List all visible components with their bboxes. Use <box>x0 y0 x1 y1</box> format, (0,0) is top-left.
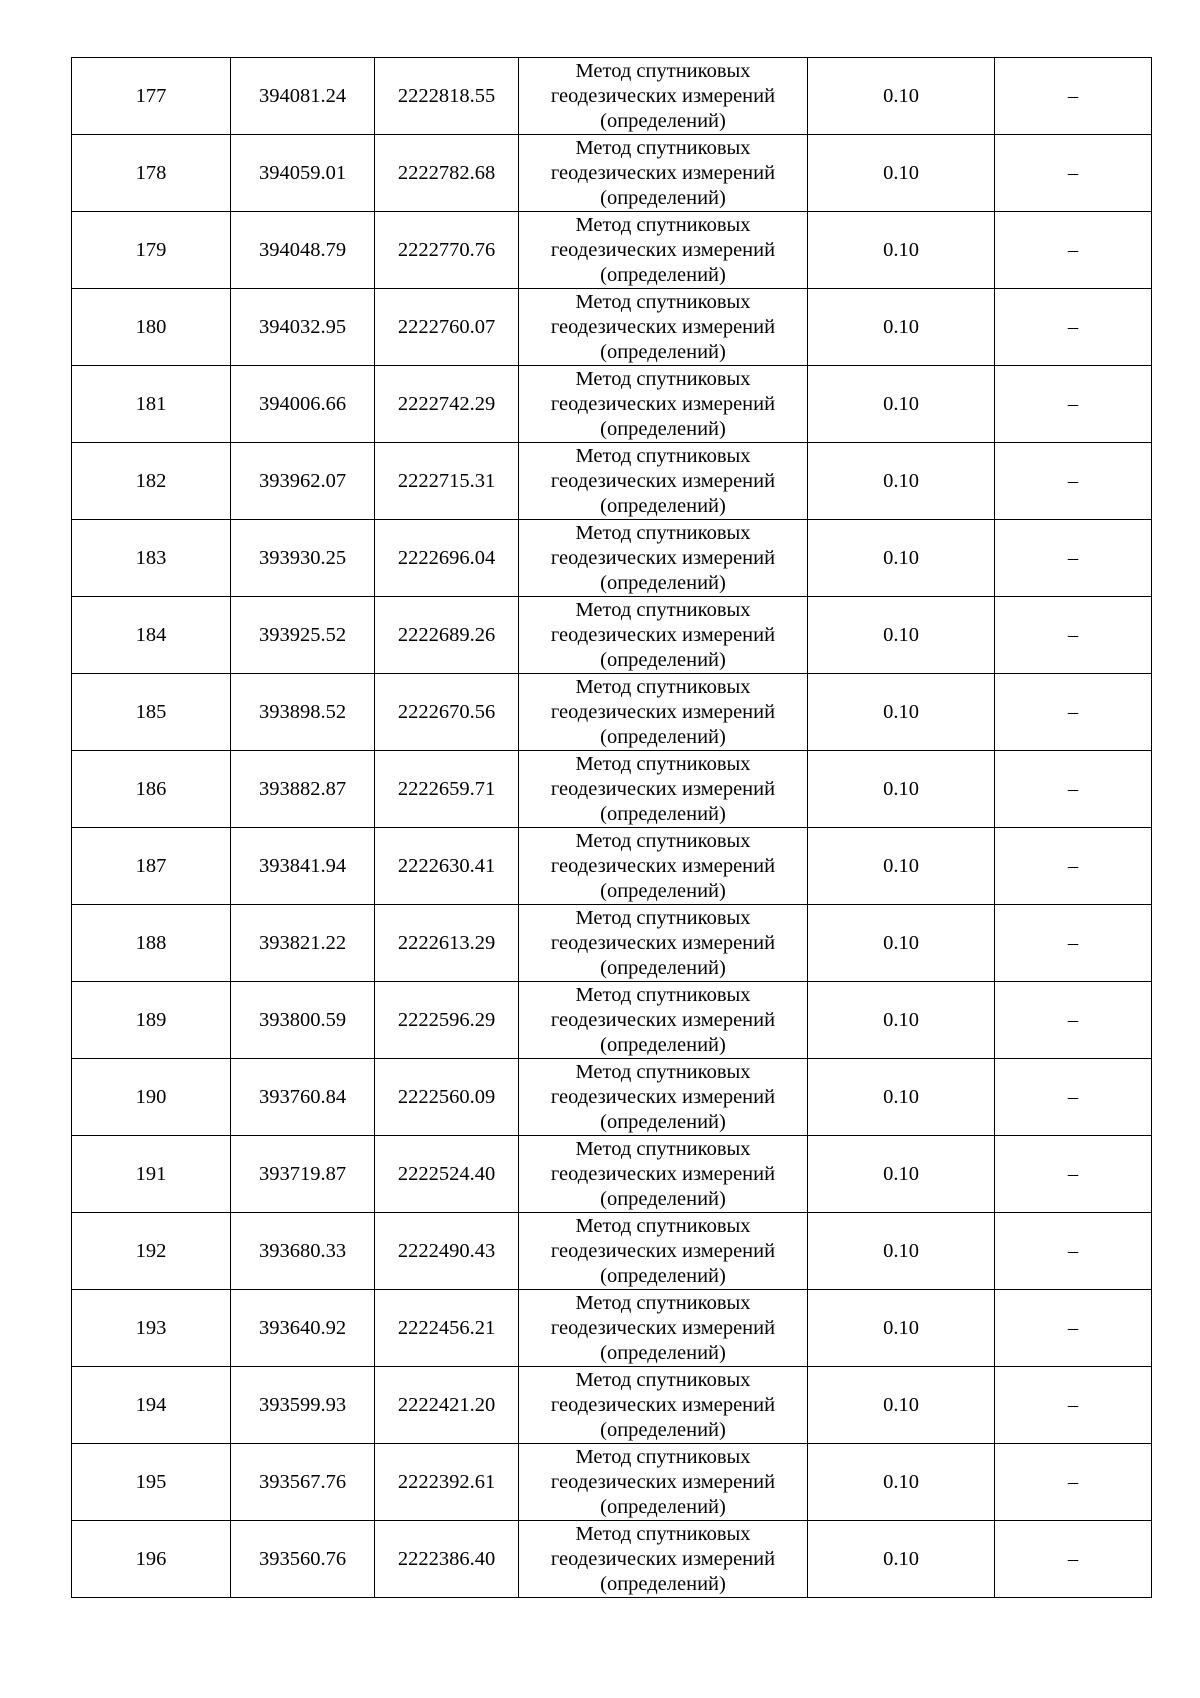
point-number-cell: 186 <box>72 751 231 828</box>
coordinates-table <box>71 57 1152 1598</box>
point-number-cell: 180 <box>72 289 231 366</box>
table-row <box>72 1367 1152 1444</box>
accuracy-cell: 0.10 <box>808 1290 995 1367</box>
point-number-cell: 193 <box>72 1290 231 1367</box>
point-number-cell: 196 <box>72 1521 231 1598</box>
table-row <box>72 674 1152 751</box>
method-cell <box>519 982 808 1059</box>
y-coordinate-cell: 2222613.29 <box>375 905 519 982</box>
method-line: геодезических измерений <box>550 1393 776 1416</box>
note-cell: – <box>995 443 1152 520</box>
method-line: (определений) <box>600 956 726 979</box>
method-line: геодезических измерений <box>550 238 776 261</box>
accuracy-cell: 0.10 <box>808 1136 995 1213</box>
method-cell <box>519 1290 808 1367</box>
accuracy-cell: 0.10 <box>808 982 995 1059</box>
note-cell: – <box>995 366 1152 443</box>
x-coordinate-cell: 393760.84 <box>231 1059 375 1136</box>
method-cell <box>519 58 808 135</box>
accuracy-cell: 0.10 <box>808 58 995 135</box>
x-coordinate-cell: 393925.52 <box>231 597 375 674</box>
method-line: геодезических измерений <box>550 1085 776 1108</box>
y-coordinate-cell: 2222386.40 <box>375 1521 519 1598</box>
method-cell <box>519 212 808 289</box>
table-row <box>72 1213 1152 1290</box>
method-line: геодезических измерений <box>550 161 776 184</box>
method-line: (определений) <box>600 1341 726 1364</box>
table-row <box>72 751 1152 828</box>
method-line: геодезических измерений <box>550 1008 776 1031</box>
point-number-cell: 188 <box>72 905 231 982</box>
method-line: (определений) <box>600 263 726 286</box>
y-coordinate-cell: 2222715.31 <box>375 443 519 520</box>
point-number-cell: 178 <box>72 135 231 212</box>
method-line: (определений) <box>600 1187 726 1210</box>
accuracy-cell: 0.10 <box>808 520 995 597</box>
method-line: Метод спутниковых <box>575 1445 751 1468</box>
accuracy-cell: 0.10 <box>808 674 995 751</box>
note-cell: – <box>995 597 1152 674</box>
table-row <box>72 520 1152 597</box>
method-line: Метод спутниковых <box>575 136 751 159</box>
point-number-cell: 194 <box>72 1367 231 1444</box>
note-cell: – <box>995 751 1152 828</box>
coordinates-table-body <box>72 58 1152 1598</box>
y-coordinate-cell: 2222696.04 <box>375 520 519 597</box>
method-line: Метод спутниковых <box>575 906 751 929</box>
y-coordinate-cell: 2222421.20 <box>375 1367 519 1444</box>
accuracy-cell: 0.10 <box>808 597 995 674</box>
x-coordinate-cell: 393930.25 <box>231 520 375 597</box>
method-line: Метод спутниковых <box>575 213 751 236</box>
x-coordinate-cell: 393680.33 <box>231 1213 375 1290</box>
y-coordinate-cell: 2222596.29 <box>375 982 519 1059</box>
accuracy-cell: 0.10 <box>808 1444 995 1521</box>
accuracy-cell: 0.10 <box>808 289 995 366</box>
method-line: Метод спутниковых <box>575 1214 751 1237</box>
table-row <box>72 1059 1152 1136</box>
note-cell: – <box>995 1290 1152 1367</box>
method-line: (определений) <box>600 1033 726 1056</box>
table-row <box>72 58 1152 135</box>
table-row <box>72 289 1152 366</box>
y-coordinate-cell: 2222524.40 <box>375 1136 519 1213</box>
y-coordinate-cell: 2222670.56 <box>375 674 519 751</box>
note-cell: – <box>995 520 1152 597</box>
method-cell <box>519 520 808 597</box>
note-cell: – <box>995 1521 1152 1598</box>
method-line: (определений) <box>600 648 726 671</box>
point-number-cell: 191 <box>72 1136 231 1213</box>
method-line: Метод спутниковых <box>575 675 751 698</box>
y-coordinate-cell: 2222760.07 <box>375 289 519 366</box>
note-cell: – <box>995 58 1152 135</box>
method-cell <box>519 1367 808 1444</box>
method-line: (определений) <box>600 417 726 440</box>
method-line: Метод спутниковых <box>575 521 751 544</box>
y-coordinate-cell: 2222742.29 <box>375 366 519 443</box>
table-row <box>72 1136 1152 1213</box>
method-cell <box>519 443 808 520</box>
method-cell <box>519 366 808 443</box>
table-row <box>72 1521 1152 1598</box>
accuracy-cell: 0.10 <box>808 905 995 982</box>
point-number-cell: 184 <box>72 597 231 674</box>
method-cell <box>519 1213 808 1290</box>
method-line: (определений) <box>600 1495 726 1518</box>
accuracy-cell: 0.10 <box>808 135 995 212</box>
table-row <box>72 828 1152 905</box>
method-cell <box>519 289 808 366</box>
method-line: геодезических измерений <box>550 1239 776 1262</box>
accuracy-cell: 0.10 <box>808 1367 995 1444</box>
method-line: геодезических измерений <box>550 1547 776 1570</box>
method-line: (определений) <box>600 186 726 209</box>
x-coordinate-cell: 394059.01 <box>231 135 375 212</box>
method-line: геодезических измерений <box>550 854 776 877</box>
x-coordinate-cell: 394048.79 <box>231 212 375 289</box>
note-cell: – <box>995 289 1152 366</box>
point-number-cell: 189 <box>72 982 231 1059</box>
point-number-cell: 182 <box>72 443 231 520</box>
method-line: Метод спутниковых <box>575 1291 751 1314</box>
x-coordinate-cell: 393560.76 <box>231 1521 375 1598</box>
y-coordinate-cell: 2222490.43 <box>375 1213 519 1290</box>
x-coordinate-cell: 393898.52 <box>231 674 375 751</box>
point-number-cell: 179 <box>72 212 231 289</box>
x-coordinate-cell: 394006.66 <box>231 366 375 443</box>
point-number-cell: 181 <box>72 366 231 443</box>
method-line: геодезических измерений <box>550 700 776 723</box>
method-cell <box>519 828 808 905</box>
table-row <box>72 1290 1152 1367</box>
accuracy-cell: 0.10 <box>808 751 995 828</box>
method-line: геодезических измерений <box>550 546 776 569</box>
method-line: (определений) <box>600 340 726 363</box>
y-coordinate-cell: 2222782.68 <box>375 135 519 212</box>
x-coordinate-cell: 393962.07 <box>231 443 375 520</box>
method-line: (определений) <box>600 1572 726 1595</box>
method-line: Метод спутниковых <box>575 59 751 82</box>
x-coordinate-cell: 394032.95 <box>231 289 375 366</box>
x-coordinate-cell: 393821.22 <box>231 905 375 982</box>
y-coordinate-cell: 2222659.71 <box>375 751 519 828</box>
method-line: Метод спутниковых <box>575 1137 751 1160</box>
note-cell: – <box>995 1059 1152 1136</box>
method-line: геодезических измерений <box>550 84 776 107</box>
x-coordinate-cell: 393841.94 <box>231 828 375 905</box>
note-cell: – <box>995 1136 1152 1213</box>
point-number-cell: 183 <box>72 520 231 597</box>
accuracy-cell: 0.10 <box>808 1521 995 1598</box>
method-line: Метод спутниковых <box>575 1368 751 1391</box>
note-cell: – <box>995 905 1152 982</box>
method-line: (определений) <box>600 802 726 825</box>
x-coordinate-cell: 393719.87 <box>231 1136 375 1213</box>
method-line: (определений) <box>600 1418 726 1441</box>
x-coordinate-cell: 393800.59 <box>231 982 375 1059</box>
table-row <box>72 597 1152 674</box>
note-cell: – <box>995 1213 1152 1290</box>
accuracy-cell: 0.10 <box>808 1213 995 1290</box>
point-number-cell: 192 <box>72 1213 231 1290</box>
method-line: Метод спутниковых <box>575 598 751 621</box>
method-line: (определений) <box>600 571 726 594</box>
method-cell <box>519 751 808 828</box>
y-coordinate-cell: 2222560.09 <box>375 1059 519 1136</box>
x-coordinate-cell: 393640.92 <box>231 1290 375 1367</box>
method-cell <box>519 674 808 751</box>
x-coordinate-cell: 393599.93 <box>231 1367 375 1444</box>
table-row <box>72 135 1152 212</box>
note-cell: – <box>995 1367 1152 1444</box>
method-line: геодезических измерений <box>550 1470 776 1493</box>
note-cell: – <box>995 982 1152 1059</box>
method-line: (определений) <box>600 879 726 902</box>
point-number-cell: 185 <box>72 674 231 751</box>
table-row <box>72 443 1152 520</box>
note-cell: – <box>995 135 1152 212</box>
y-coordinate-cell: 2222770.76 <box>375 212 519 289</box>
method-line: геодезических измерений <box>550 315 776 338</box>
point-number-cell: 195 <box>72 1444 231 1521</box>
accuracy-cell: 0.10 <box>808 366 995 443</box>
method-line: Метод спутниковых <box>575 444 751 467</box>
table-row <box>72 1444 1152 1521</box>
table-row <box>72 905 1152 982</box>
y-coordinate-cell: 2222630.41 <box>375 828 519 905</box>
method-cell <box>519 597 808 674</box>
x-coordinate-cell: 394081.24 <box>231 58 375 135</box>
method-line: геодезических измерений <box>550 469 776 492</box>
method-cell <box>519 135 808 212</box>
method-line: геодезических измерений <box>550 1162 776 1185</box>
method-line: геодезических измерений <box>550 931 776 954</box>
method-cell <box>519 905 808 982</box>
method-line: (определений) <box>600 109 726 132</box>
method-line: геодезических измерений <box>550 392 776 415</box>
y-coordinate-cell: 2222689.26 <box>375 597 519 674</box>
table-row <box>72 212 1152 289</box>
method-line: Метод спутниковых <box>575 829 751 852</box>
method-line: Метод спутниковых <box>575 1522 751 1545</box>
table-row <box>72 366 1152 443</box>
note-cell: – <box>995 828 1152 905</box>
x-coordinate-cell: 393567.76 <box>231 1444 375 1521</box>
method-line: (определений) <box>600 725 726 748</box>
method-line: Метод спутниковых <box>575 752 751 775</box>
method-cell <box>519 1136 808 1213</box>
point-number-cell: 190 <box>72 1059 231 1136</box>
method-line: Метод спутниковых <box>575 290 751 313</box>
method-line: (определений) <box>600 1264 726 1287</box>
method-cell <box>519 1444 808 1521</box>
point-number-cell: 177 <box>72 58 231 135</box>
method-line: (определений) <box>600 494 726 517</box>
method-cell <box>519 1059 808 1136</box>
accuracy-cell: 0.10 <box>808 828 995 905</box>
method-line: (определений) <box>600 1110 726 1133</box>
method-line: Метод спутниковых <box>575 367 751 390</box>
table-row <box>72 982 1152 1059</box>
accuracy-cell: 0.10 <box>808 212 995 289</box>
method-line: Метод спутниковых <box>575 983 751 1006</box>
note-cell: – <box>995 674 1152 751</box>
accuracy-cell: 0.10 <box>808 443 995 520</box>
note-cell: – <box>995 1444 1152 1521</box>
method-line: геодезических измерений <box>550 777 776 800</box>
method-cell <box>519 1521 808 1598</box>
y-coordinate-cell: 2222818.55 <box>375 58 519 135</box>
method-line: Метод спутниковых <box>575 1060 751 1083</box>
note-cell: – <box>995 212 1152 289</box>
method-line: геодезических измерений <box>550 623 776 646</box>
y-coordinate-cell: 2222456.21 <box>375 1290 519 1367</box>
x-coordinate-cell: 393882.87 <box>231 751 375 828</box>
y-coordinate-cell: 2222392.61 <box>375 1444 519 1521</box>
method-line: геодезических измерений <box>550 1316 776 1339</box>
accuracy-cell: 0.10 <box>808 1059 995 1136</box>
point-number-cell: 187 <box>72 828 231 905</box>
